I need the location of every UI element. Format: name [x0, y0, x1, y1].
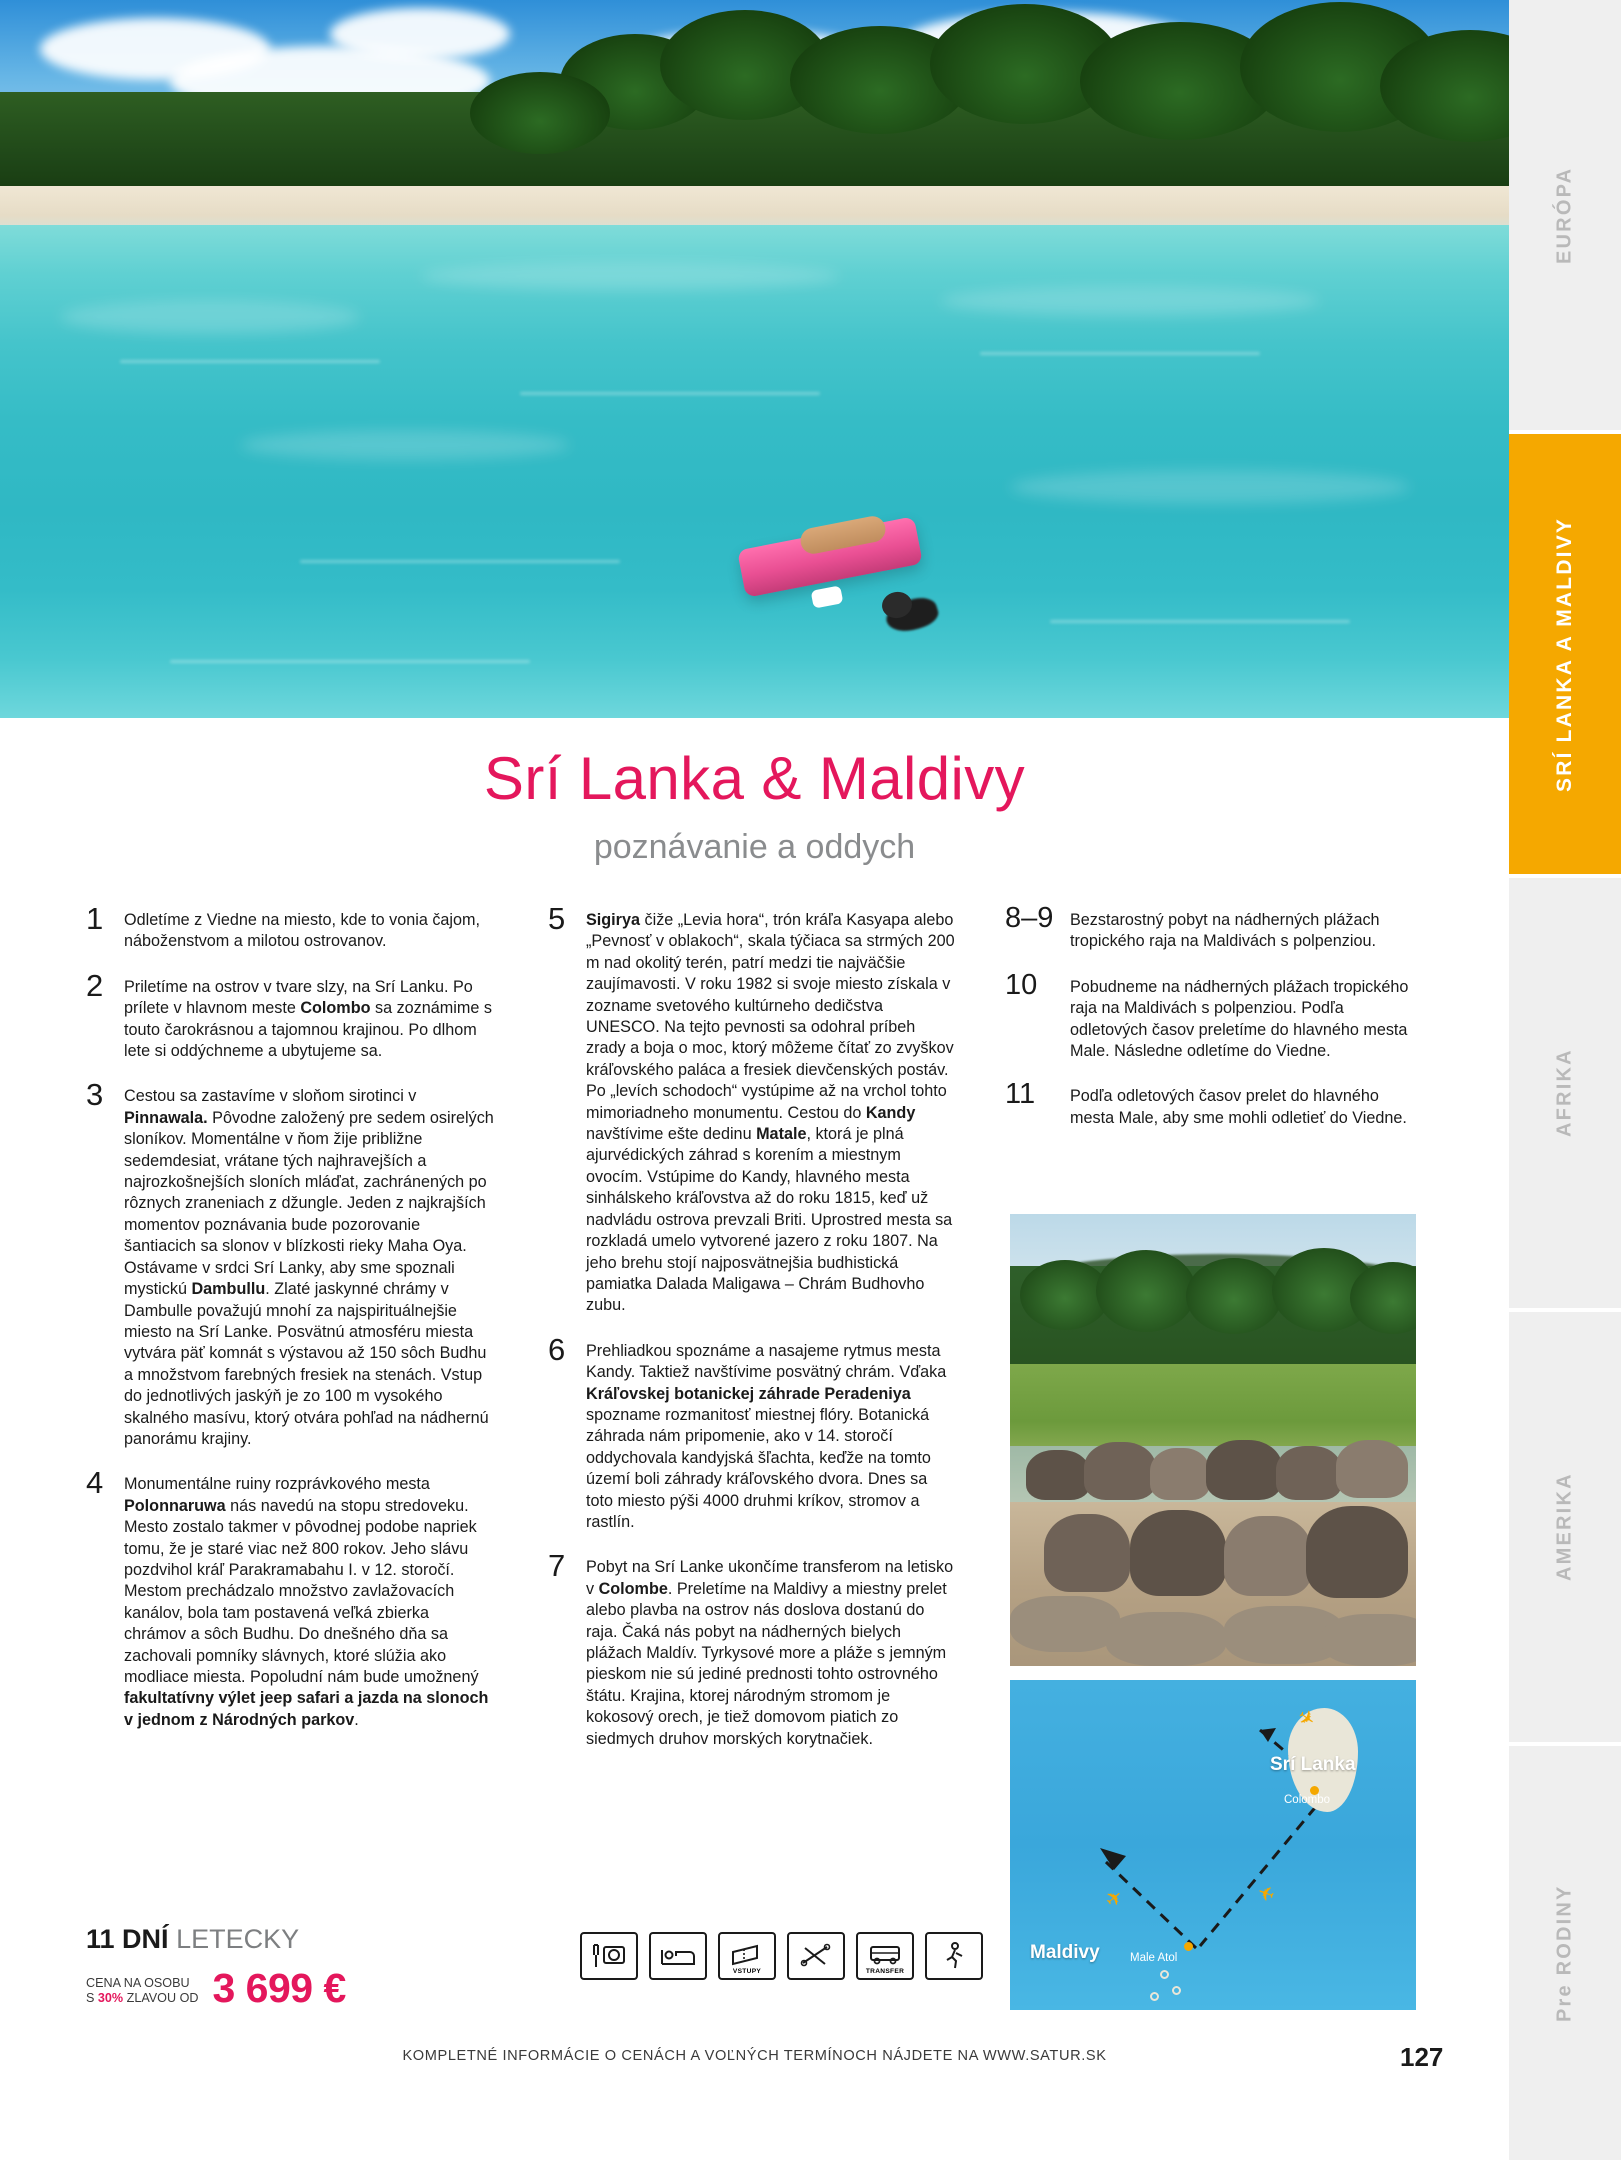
- page-title: Srí Lanka & Maldivy: [483, 745, 1026, 812]
- elephant: [1026, 1450, 1090, 1500]
- atoll-marker: [1160, 1970, 1169, 1979]
- walking-icon: [925, 1932, 983, 1980]
- price-caption: [86, 1976, 198, 2012]
- day-text: Priletíme na ostrov v tvare slzy, na Srí Lanku. Po prílete v hlavnom meste Colombo sa zoznámime s touto čarokrásnou a tajomnou krajinou. Po dlhom lete si oddýchneme a ubytujeme sa.: [124, 977, 492, 1061]
- itinerary-item: [86, 901, 494, 953]
- page-subtitle: poznávanie a oddych: [593, 828, 916, 866]
- male-dot: [1184, 1942, 1193, 1951]
- atoll-marker: [1150, 1992, 1159, 2001]
- accommodation-icon: [649, 1932, 707, 1980]
- transfer-icon: [856, 1932, 914, 1980]
- price-amount: 3 699 €: [212, 1965, 346, 2011]
- itinerary-item: [1005, 902, 1418, 953]
- map-label-male: Male Atol: [1130, 1952, 1178, 1964]
- water-ripple: [980, 352, 1260, 355]
- day-number: 6: [548, 1331, 566, 1367]
- itinerary-item: [548, 1331, 956, 1534]
- plane-icon: ✈: [1101, 1885, 1129, 1913]
- itinerary-item: [1005, 968, 1418, 1063]
- tickets-icon-caption: VSTUPY: [732, 1968, 762, 1975]
- itinerary-column-3: [1005, 902, 1418, 1153]
- elephant: [1336, 1440, 1408, 1498]
- itinerary-item: [86, 967, 494, 1063]
- elephant: [1130, 1510, 1226, 1596]
- day-text: Pobyt na Srí Lanke ukončíme transferom na letisko v Colombe. Preletíme na Maldivy a miestny prelet alebo plavba na ostrov nás doslova dostanú do raja. Čaká nás pobyt na nádherných bielych plážach Maldív. Tyrkysové more a pláže s jemným pieskom nie sú jediné prednosti tohto ostrovného štátu. Krajina, ktorej národným stromom je kokosový orech, je tiež domovom piatich zo siedmych druhov morských korytnačiek.: [586, 1558, 954, 1748]
- elephants-photo: [1010, 1214, 1416, 1666]
- rail-tab-afrika[interactable]: AFRIKA: [1509, 878, 1621, 1308]
- route-map: [1010, 1680, 1416, 2010]
- elephant: [1276, 1446, 1342, 1500]
- itinerary-item: [86, 1077, 494, 1450]
- atoll-marker: [1172, 1986, 1181, 1995]
- map-label-colombo: Colombo: [1284, 1794, 1331, 1806]
- tickets-icon: [718, 1932, 776, 1980]
- itinerary-column-2: [548, 901, 956, 1774]
- day-number: 11: [1005, 1078, 1036, 1111]
- water-shimmer: [240, 430, 570, 460]
- day-number: 10: [1005, 968, 1038, 1001]
- water-shimmer: [60, 300, 360, 334]
- itinerary-item: [548, 1548, 956, 1750]
- day-number: 4: [86, 1465, 104, 1501]
- water-shimmer: [1010, 470, 1410, 504]
- cloud: [330, 8, 510, 60]
- price-block: [86, 1924, 646, 2012]
- day-number: 1: [86, 901, 104, 936]
- meals-icon: [580, 1932, 638, 1980]
- elephant: [1084, 1442, 1156, 1500]
- water-ripple: [520, 392, 820, 395]
- rock: [1106, 1612, 1226, 1666]
- rock: [1322, 1614, 1416, 1666]
- day-number: 5: [548, 901, 566, 936]
- itinerary-item: [548, 901, 956, 1317]
- duration-mode: LETECKY: [176, 1924, 300, 1954]
- day-text: Podľa odletových časov prelet do hlavného mesta Male, aby sme mohli odletieť do Viedne.: [1070, 1087, 1407, 1127]
- amenities-icons: [580, 1932, 983, 1980]
- discount-value: 30%: [97, 1991, 124, 2005]
- elephant: [1044, 1514, 1130, 1592]
- day-text: Pobudneme na nádherných plážach tropického raja na Maldivách s polpenziou. Podľa odletových časov preletíme do hlavného mesta Male. Následne odletíme do Viedne.: [1070, 977, 1409, 1061]
- rail-tab-rodiny[interactable]: Pre RODINY: [1509, 1746, 1621, 2160]
- palm-tree: [1186, 1258, 1282, 1334]
- elephant: [1150, 1448, 1210, 1500]
- trip-duration: [86, 1924, 646, 1955]
- price-caption-pre: S: [86, 1991, 98, 2005]
- day-text: Bezstarostný pobyt na nádherných plážach tropického raja na Maldivách s polpenziou.: [1070, 911, 1380, 951]
- palm-tree: [1096, 1250, 1196, 1332]
- day-number: 3: [86, 1077, 104, 1113]
- price-caption-post: ZLAVOU OD: [123, 1991, 199, 2005]
- water-ripple: [1050, 620, 1350, 623]
- section-rail: [1509, 0, 1621, 2160]
- day-text: Prehliadkou spoznáme a nasajeme rytmus mesta Kandy. Taktiež navštívime posvätný chrám. Vďaka Kráľovskej botanickej záhrade Peradeniya spozname rozmanitosť miestnej flóry. Botanická záhrada nám pripomenie, ako v 14. storočí oddychovala kandyjská šľachta, keďže na tomto území boli záhrady kráľovského dvora. Dnes sa toto miesto pýši 4000 druhmi kríkov, stromov a rastlín.: [586, 1341, 947, 1531]
- map-label-srilanka: Srí Lanka: [1270, 1754, 1356, 1775]
- page-number: 127: [1400, 2042, 1444, 2072]
- elephant: [1206, 1440, 1282, 1500]
- rail-tab-srilanka-maldivy[interactable]: SRÍ LANKA A MALDIVY: [1509, 434, 1621, 874]
- price-caption-line1: CENA NA OSOBU: [86, 1976, 190, 1990]
- water-shimmer: [940, 286, 1320, 316]
- plane-icon: ✈: [1254, 1878, 1279, 1906]
- day-text: Odletíme z Viedne na miesto, kde to vonia čajom, náboženstvom a milotou ostrovanov.: [124, 911, 481, 951]
- plane-icon: ✈: [1292, 1705, 1320, 1733]
- map-label-maldivy: Maldivy: [1030, 1942, 1100, 1963]
- itinerary-column-1: [86, 901, 494, 1755]
- hero-image: [0, 0, 1509, 718]
- day-number: 2: [86, 967, 104, 1003]
- duration-days: 11 DNÍ: [86, 1924, 169, 1954]
- day-text: Monumentálne ruiny rozprávkového mesta Polonnaruwa nás navedú na stopu stredoveku. Mesto zostalo takmer v pôvodnej podobe napriek tomu, že je staré viac než 800 rokov. Jeho slávu pozdvihol kráľ Parakramabahu I. v 12. storočí. Mestom prechádzalo množstvo zavlažovacích kanálov, bola tam postavená veľká zbierka chrámov a sôch Budhu. Do dnešného dňa sa zachovali pomníky slávnych, ktoré slúžia ako modliace miesta. Popoludní nám bude umožnený fakultatívny výlet jeep safari a jazda na slonoch v jednom z Národných parkov.: [124, 1475, 489, 1729]
- price-caption-line2: [86, 1991, 198, 2006]
- itinerary-item: [86, 1465, 494, 1731]
- day-text: Sigirya čiže „Levia hora“, trón kráľa Kasyapa alebo „Pevnosť v oblakoch“, skala týčiaca sa strmých 200 m nad okolitý terén, patrí medzi tie najväčšie zaujímavosti. V roku 1982 si svoje miesto získala v zozname svetového kultúrneho dedičstva UNESCO. Na tejto pevnosti sa odohral príbeh zrady a boja o moc, ktorý môžeme čítať zo zvyškov kráľovského paláca a fresiek dievčenských postáv. Po „levích schodoch“ vystúpime až na vrchol tohto mimoriadneho monumentu. Cestou do Kandy navštívime ešte dedinu Matale, ktorá je plná ajurvédických záhrad s korením a miestnym ovocím. Vstúpime do Kandy, hlavného mesta sinhálskeho kráľovstva až do roku 1815, keď už nadvládu ostrova prevzali Briti. Uprostred mesta sa rozkladá umelo vytvorené jazero z roku 1807. Na jeho brehu stojí najposvätnejšia budhistická pamiatka Dalada Maligawa – Chrám Budhovho zubu.: [586, 911, 955, 1315]
- water-shimmer: [420, 262, 840, 290]
- price-row: [86, 1965, 646, 2012]
- guide-icon: [787, 1932, 845, 1980]
- rail-tab-amerika[interactable]: AMERIKA: [1509, 1312, 1621, 1742]
- info-line: KOMPLETNÉ INFORMÁCIE O CENÁCH A VOĽNÝCH TERMÍNOCH NÁJDETE NA WWW.SATUR.SK: [402, 2048, 1107, 2064]
- transfer-icon-caption: TRANSFER: [865, 1968, 905, 1975]
- elephant: [1224, 1516, 1312, 1596]
- water-ripple: [170, 660, 530, 663]
- palm-tree: [470, 72, 610, 154]
- rail-tab-europa[interactable]: EURÓPA: [1509, 0, 1621, 430]
- rock: [1010, 1596, 1120, 1652]
- water-ripple: [300, 560, 620, 563]
- day-text: Cestou sa zastavíme v sloňom sirotinci v Pinnawala. Pôvodne založený pre sedem osirelých sloníkov. Momentálne v ňom žije približne sedemdesiat, vrátane tých najhravejších a najrozkošnejších sloních mláďat, zachránených po rôznych zraneniach z džungle. Jeden z najkrajších momentov poznávania bude pozorovanie šantiacich sa slonov v blízkosti rieky Maha Oya. Ostávame v srdci Srí Lanky, aby sme spoznali mystickú Dambullu. Zlaté jaskynné chrámy v Dambulle považujú mnohí za najspirituálnejšie miesto na Srí Lanke. Posvätnú atmosféru miesta vytvára päť komnát s výstavou až 150 sôch Budhu a množstvom farebných fresiek na stenách. Vstup do jednotlivých jaskýň je zo 100 m vysokého skalného masívu, ktorý otvára pohľad na nádhernú panorámu krajiny.: [124, 1087, 494, 1448]
- water-ripple: [120, 360, 380, 363]
- elephant: [1306, 1506, 1408, 1598]
- day-number: 8–9: [1005, 902, 1054, 934]
- itinerary-item: [1005, 1078, 1418, 1129]
- day-number: 7: [548, 1548, 566, 1584]
